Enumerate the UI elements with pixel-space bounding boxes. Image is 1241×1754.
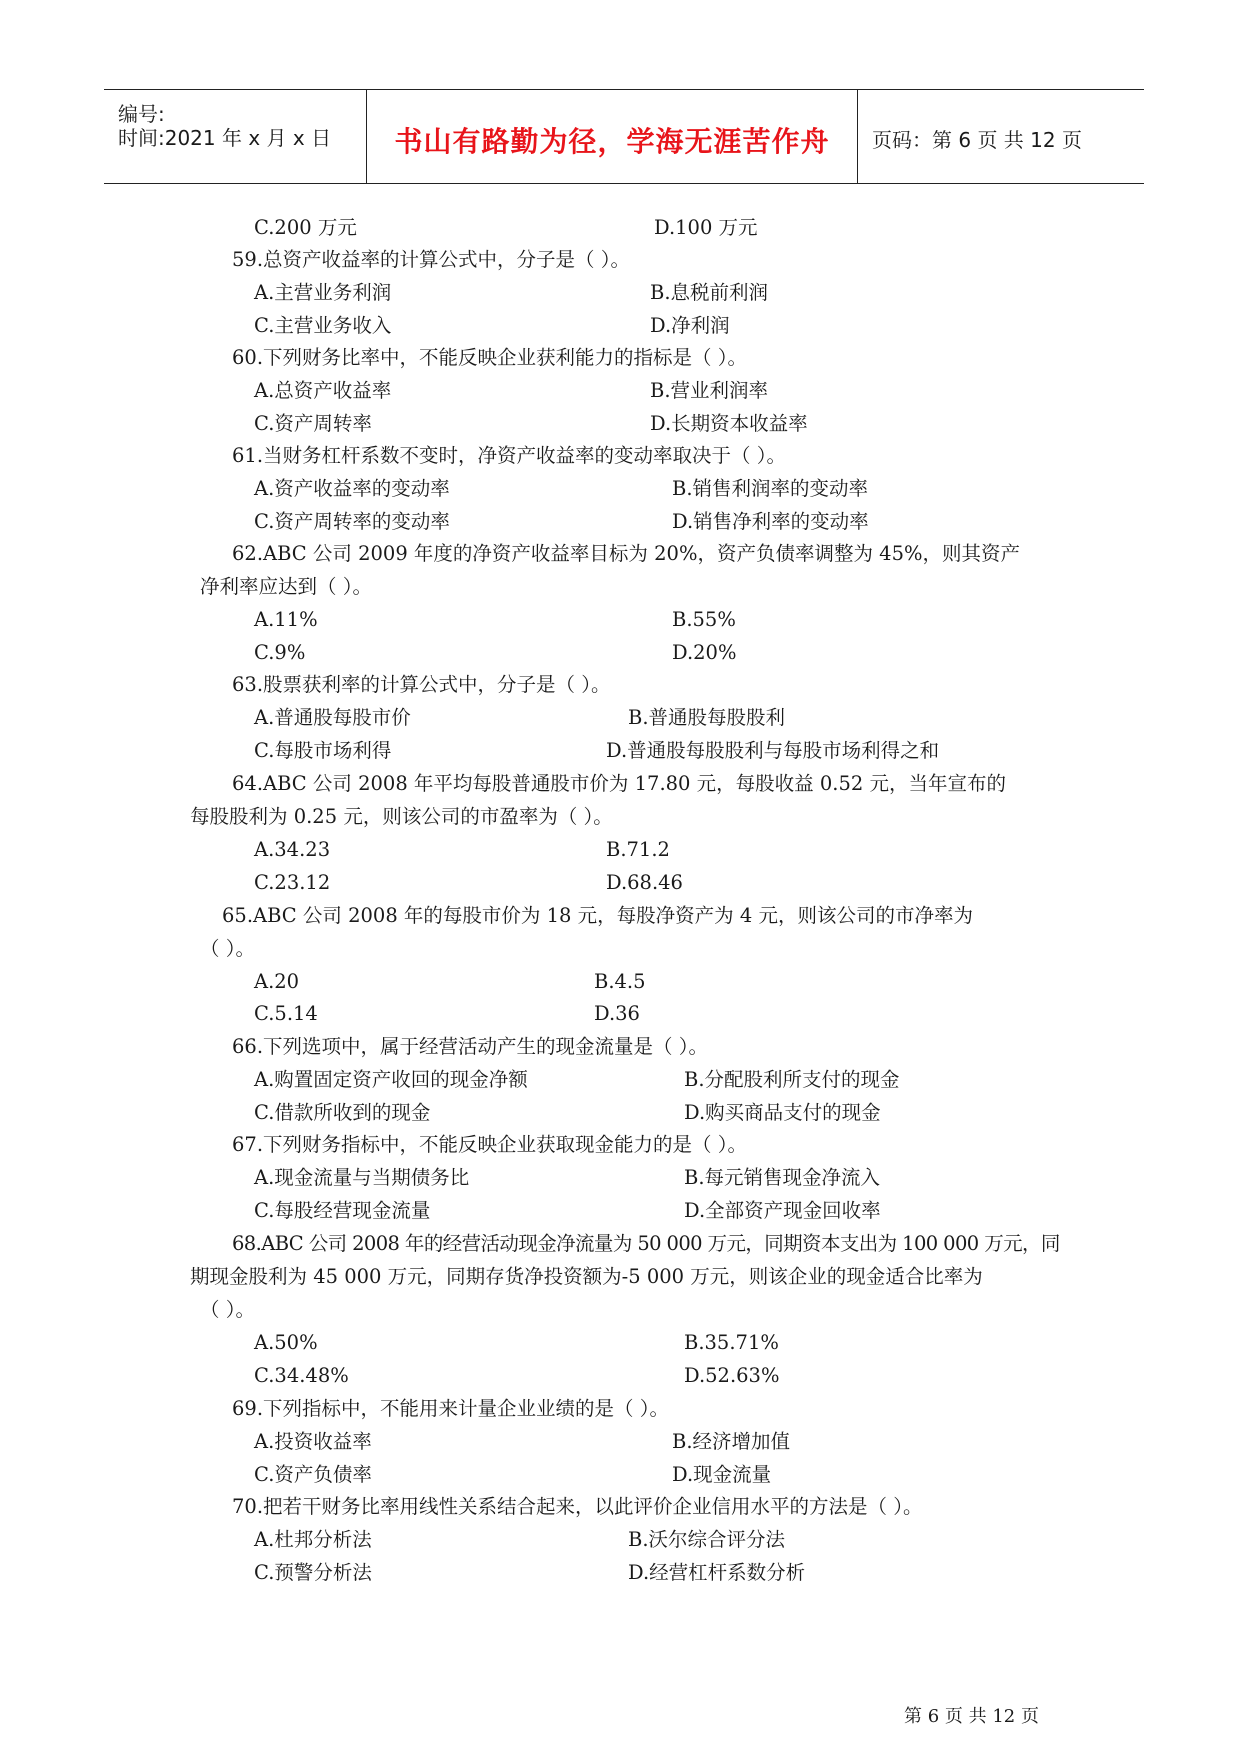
option-b: B.4.5 xyxy=(594,970,646,993)
option-c: C.9% xyxy=(254,641,306,664)
option-c: C.每股经营现金流量 xyxy=(254,1199,431,1222)
question-66: 66.下列选项中，属于经营活动产生的现金流量是（ ）。 xyxy=(232,1035,708,1058)
option-b: B.普通股每股股利 xyxy=(628,706,786,729)
option-d: D.100 万元 xyxy=(654,216,758,239)
question-64: 64.ABC 公司 2008 年平均每股普通股市价为 17.80 元，每股收益 0.52 元，当年宣布的 xyxy=(232,772,1006,795)
time-label: 时间:2021 年 x 月 x 日 xyxy=(118,126,332,150)
question-65-cont: （ ）。 xyxy=(200,937,255,960)
page-header xyxy=(104,89,1144,184)
option-d: D.购买商品支付的现金 xyxy=(684,1101,881,1124)
header-meta xyxy=(104,90,366,183)
number-label: 编号: xyxy=(118,102,165,126)
option-d: D.68.46 xyxy=(606,871,683,894)
option-a: A.杜邦分析法 xyxy=(254,1528,372,1551)
option-c: C.资产负债率 xyxy=(254,1463,372,1486)
option-b: B.71.2 xyxy=(606,838,670,861)
option-b: B.经济增加值 xyxy=(672,1430,791,1453)
option-d: D.20% xyxy=(672,641,737,664)
option-b: B.沃尔综合评分法 xyxy=(628,1528,786,1551)
question-68-cont: （ ）。 xyxy=(200,1298,255,1321)
option-a: A.普通股每股市价 xyxy=(254,706,411,729)
option-c: C.34.48% xyxy=(254,1364,349,1387)
option-b: B.销售利润率的变动率 xyxy=(672,477,869,500)
option-c: C.5.14 xyxy=(254,1002,318,1025)
option-c: C.资产周转率 xyxy=(254,412,372,435)
option-b: B.55% xyxy=(672,608,736,631)
option-a: A.主营业务利润 xyxy=(254,281,392,304)
option-b: B.分配股利所支付的现金 xyxy=(684,1068,900,1091)
option-b: B.营业利润率 xyxy=(650,379,769,402)
option-a: A.总资产收益率 xyxy=(254,379,392,402)
option-a: A.投资收益率 xyxy=(254,1430,372,1453)
option-c: C.借款所收到的现金 xyxy=(254,1101,431,1124)
question-62: 62.ABC 公司 2009 年度的净资产收益率目标为 20%，资产负债率调整为 45%，则其资产 xyxy=(232,542,1021,565)
option-a: A.34.23 xyxy=(254,838,331,861)
option-a: A.50% xyxy=(254,1331,318,1354)
option-c: C.资产周转率的变动率 xyxy=(254,510,450,533)
option-d: D.普通股每股股利与每股市场利得之和 xyxy=(606,739,940,762)
motto: 书山有路勤为径，学海无涯苦作舟 xyxy=(394,125,830,158)
question-69: 69.下列指标中，不能用来计量企业业绩的是（ ）。 xyxy=(232,1397,669,1420)
option-a: A.资产收益率的变动率 xyxy=(254,477,450,500)
page-indicator: 页码：第 6 页 共 12 页 xyxy=(872,128,1082,152)
question-68-cont: 期现金股利为 45 000 万元，同期存货净投资额为-5 000 万元，则该企业的现金适合比率为 xyxy=(190,1265,983,1288)
option-b: B.35.71% xyxy=(684,1331,779,1354)
question-59: 59.总资产收益率的计算公式中，分子是（ ）。 xyxy=(232,248,630,271)
option-d: D.36 xyxy=(594,1002,640,1025)
question-65: 65.ABC 公司 2008 年的每股市价为 18 元，每股净资产为 4 元，则该公司的市净率为 xyxy=(222,904,973,927)
question-67: 67.下列财务指标中，不能反映企业获取现金能力的是（ ）。 xyxy=(232,1133,747,1156)
option-c: C.主营业务收入 xyxy=(254,314,392,337)
option-c: C.23.12 xyxy=(254,871,331,894)
option-a: A.20 xyxy=(254,970,300,993)
option-d: D.长期资本收益率 xyxy=(650,412,808,435)
option-b: B.每元销售现金净流入 xyxy=(684,1166,881,1189)
page-footer: 第 6 页 共 12 页 xyxy=(904,1706,1039,1727)
option-b: B.息税前利润 xyxy=(650,281,769,304)
question-64-cont: 每股股利为 0.25 元，则该公司的市盈率为（ ）。 xyxy=(190,805,613,828)
question-61: 61.当财务杠杆系数不变时，净资产收益率的变动率取决于（ ）。 xyxy=(232,444,786,467)
option-c: C.预警分析法 xyxy=(254,1561,372,1584)
option-d: D.净利润 xyxy=(650,314,730,337)
option-d: D.经营杠杆系数分析 xyxy=(628,1561,806,1584)
option-a: A.购置固定资产收回的现金净额 xyxy=(254,1068,528,1091)
option-d: D.52.63% xyxy=(684,1364,780,1387)
option-d: D.现金流量 xyxy=(672,1463,772,1486)
option-c: C.每股市场利得 xyxy=(254,739,392,762)
question-70: 70.把若干财务比率用线性关系结合起来，以此评价企业信用水平的方法是（ ）。 xyxy=(232,1495,923,1518)
option-a: A.11% xyxy=(254,608,318,631)
option-d: D.销售净利率的变动率 xyxy=(672,510,869,533)
question-60: 60.下列财务比率中，不能反映企业获利能力的指标是（ ）。 xyxy=(232,346,747,369)
question-63: 63.股票获利率的计算公式中，分子是（ ）。 xyxy=(232,673,611,696)
option-d: D.全部资产现金回收率 xyxy=(684,1199,881,1222)
option-a: A.现金流量与当期债务比 xyxy=(254,1166,470,1189)
option-c: C.200 万元 xyxy=(254,216,357,239)
header-page-cell xyxy=(858,90,1144,183)
question-62-cont: 净利率应达到（ ）。 xyxy=(200,575,372,598)
question-68: 68.ABC 公司 2008 年的经营活动现金净流量为 50 000 万元，同期资本支出为 100 000 万元，同 xyxy=(232,1232,1060,1255)
header-motto-cell xyxy=(366,90,858,183)
